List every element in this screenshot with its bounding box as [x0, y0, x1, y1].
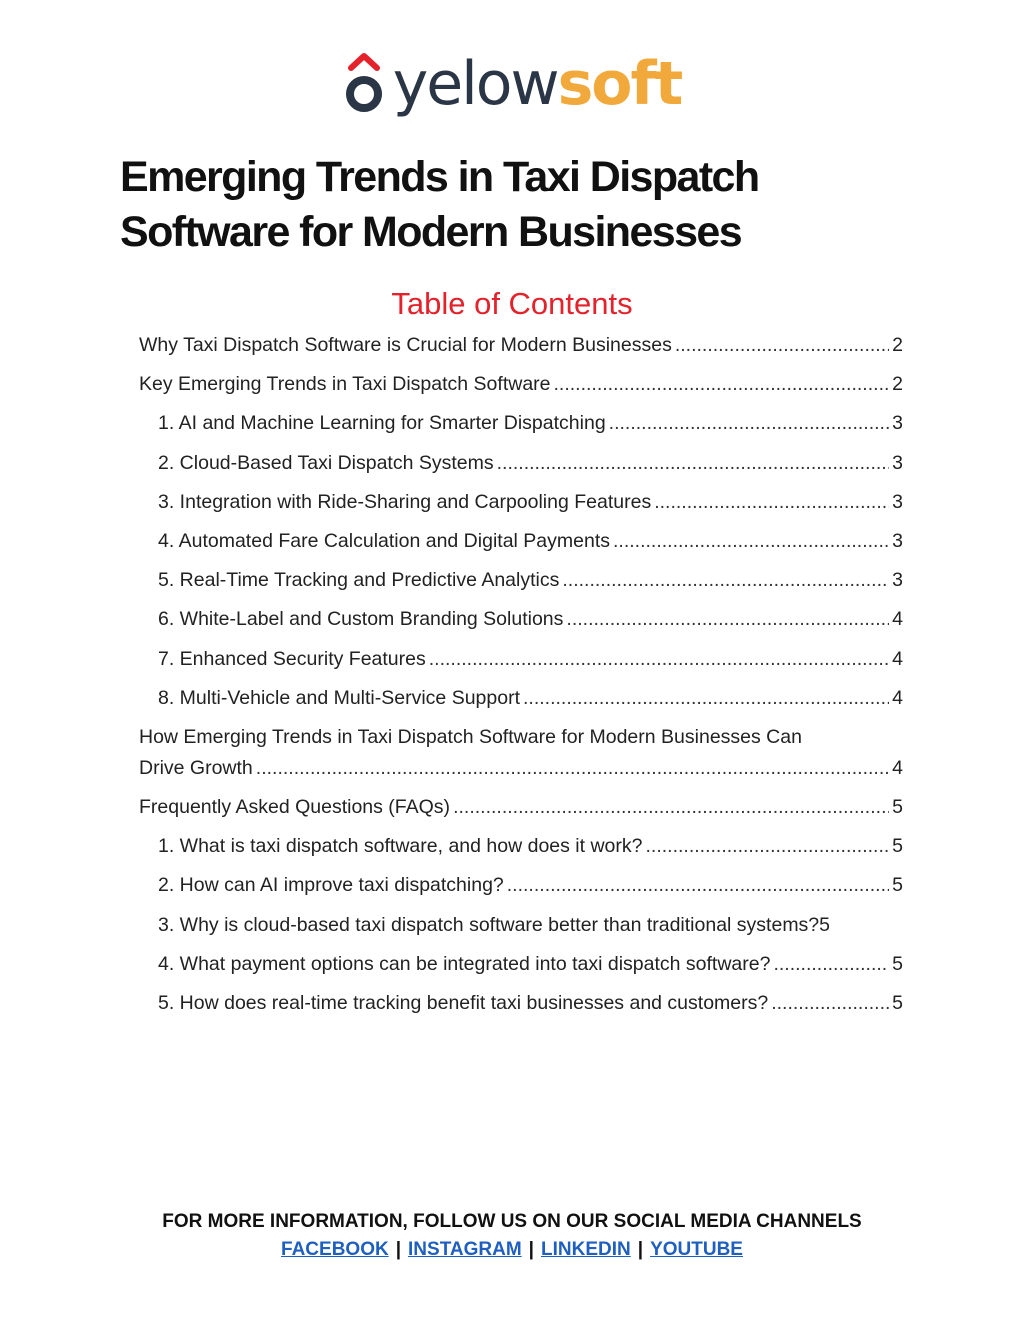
toc-page-number: 4: [892, 608, 903, 630]
toc-page-number: 2: [892, 334, 903, 356]
facebook-link[interactable]: FACEBOOK: [281, 1239, 389, 1260]
link-separator: |: [528, 1239, 534, 1260]
toc-entry-label: 7. Enhanced Security Features: [158, 648, 426, 670]
toc-entry-label: 3. Integration with Ride-Sharing and Carpooling Features: [158, 491, 652, 513]
toc-entry[interactable]: [139, 757, 903, 783]
toc-entry[interactable]: [158, 530, 903, 556]
brand-word-part2: soft: [557, 49, 682, 119]
toc-leader: [562, 569, 889, 592]
toc-entry[interactable]: [158, 914, 903, 940]
toc-leader: [256, 757, 889, 780]
toc-entry[interactable]: [158, 992, 903, 1018]
linkedin-link[interactable]: LINKEDIN: [541, 1239, 631, 1260]
toc-entry[interactable]: [158, 835, 903, 861]
toc-entry[interactable]: [158, 608, 903, 634]
toc-page-number: 5: [819, 914, 831, 936]
toc-entry[interactable]: [158, 687, 903, 713]
toc-entry-label: 8. Multi-Vehicle and Multi-Service Support: [158, 687, 520, 709]
toc-leader: [566, 608, 889, 631]
toc-entry-label: 1. What is taxi dispatch software, and how does it work?: [158, 835, 643, 857]
toc-heading: Table of Contents: [391, 286, 633, 321]
toc-entry[interactable]: [158, 648, 903, 674]
toc-page-number: 4: [892, 648, 903, 670]
toc-page-number: 5: [892, 992, 903, 1014]
brand-word-part1: yelow: [392, 49, 558, 119]
toc-entry[interactable]: [158, 953, 903, 979]
instagram-link[interactable]: INSTAGRAM: [408, 1239, 522, 1260]
toc-entry-label: Frequently Asked Questions (FAQs): [139, 796, 451, 818]
toc-page-number: 3: [892, 491, 903, 513]
toc-leader: [609, 412, 889, 435]
toc-entry-label: 2. How can AI improve taxi dispatching?: [158, 874, 504, 896]
toc-leader: [675, 334, 889, 357]
toc-entry-label: Drive Growth: [139, 757, 253, 779]
toc-page-number: 5: [892, 874, 903, 896]
toc-entry-label: 5. Real-Time Tracking and Predictive Analytics: [158, 569, 560, 591]
toc-leader: [654, 491, 889, 514]
toc-entry-label: Why Taxi Dispatch Software is Crucial for Modern Businesses: [139, 334, 672, 356]
toc-page-number: 3: [892, 569, 903, 591]
toc-page-number: 2: [892, 373, 903, 395]
toc-page-number: 3: [892, 412, 903, 434]
toc-entry-label: 4. Automated Fare Calculation and Digital Payments: [158, 530, 610, 552]
toc-page-number: 5: [892, 796, 903, 818]
toc-page-number: 5: [892, 835, 903, 857]
toc-entry-label: 3. Why is cloud-based taxi dispatch software better than traditional systems?: [158, 914, 820, 936]
link-separator: |: [395, 1239, 402, 1260]
toc-entry[interactable]: [158, 412, 903, 438]
toc-entry[interactable]: [139, 334, 903, 360]
toc-entry-label: 6. White-Label and Custom Branding Solutions: [158, 608, 564, 630]
toc-entry[interactable]: [139, 796, 903, 822]
link-separator: |: [637, 1239, 644, 1260]
toc-entry[interactable]: [158, 874, 903, 900]
toc-leader: [497, 452, 890, 475]
toc-entry-label: 5. How does real-time tracking benefit taxi businesses and customers?: [158, 992, 769, 1014]
toc-page-number: 4: [892, 757, 903, 779]
toc-entry[interactable]: [158, 569, 903, 595]
footer-title: FOR MORE INFORMATION, FOLLOW US ON OUR SOCIAL MEDIA CHANNELS: [162, 1211, 862, 1232]
toc-leader: [507, 874, 889, 897]
toc-leader: [429, 648, 889, 671]
toc-entry-label: 2. Cloud-Based Taxi Dispatch Systems: [158, 452, 494, 474]
toc-leader: [554, 373, 890, 396]
toc-page-number: 3: [892, 452, 903, 474]
toc-leader: [773, 953, 889, 976]
toc-page-number: 5: [892, 953, 903, 975]
toc-leader: [523, 687, 889, 710]
toc-entry[interactable]: [158, 491, 903, 517]
toc-leader: [645, 835, 889, 858]
document-title: Emerging Trends in Taxi Dispatch Software for Modern Businesses: [120, 153, 759, 256]
toc-page-number: 4: [892, 687, 903, 709]
footer: [0, 1211, 1024, 1261]
toc-leader: [453, 796, 889, 819]
toc-leader: [613, 530, 889, 553]
toc-page-number: 3: [892, 530, 903, 552]
youtube-link[interactable]: YOUTUBE: [650, 1239, 743, 1260]
toc-entry-label: 4. What payment options can be integrated into taxi dispatch software?: [158, 953, 771, 975]
toc-entry[interactable]: [158, 452, 903, 478]
toc-entry-label: 1. AI and Machine Learning for Smarter Dispatching: [158, 412, 606, 434]
toc-entry-label: Key Emerging Trends in Taxi Dispatch Software: [139, 373, 551, 395]
toc-entry-label-line1[interactable]: How Emerging Trends in Taxi Dispatch Software for Modern Businesses Can: [139, 726, 802, 748]
social-links: [0, 1239, 1024, 1261]
toc-entry[interactable]: [139, 373, 903, 399]
toc-leader: [771, 992, 889, 1015]
